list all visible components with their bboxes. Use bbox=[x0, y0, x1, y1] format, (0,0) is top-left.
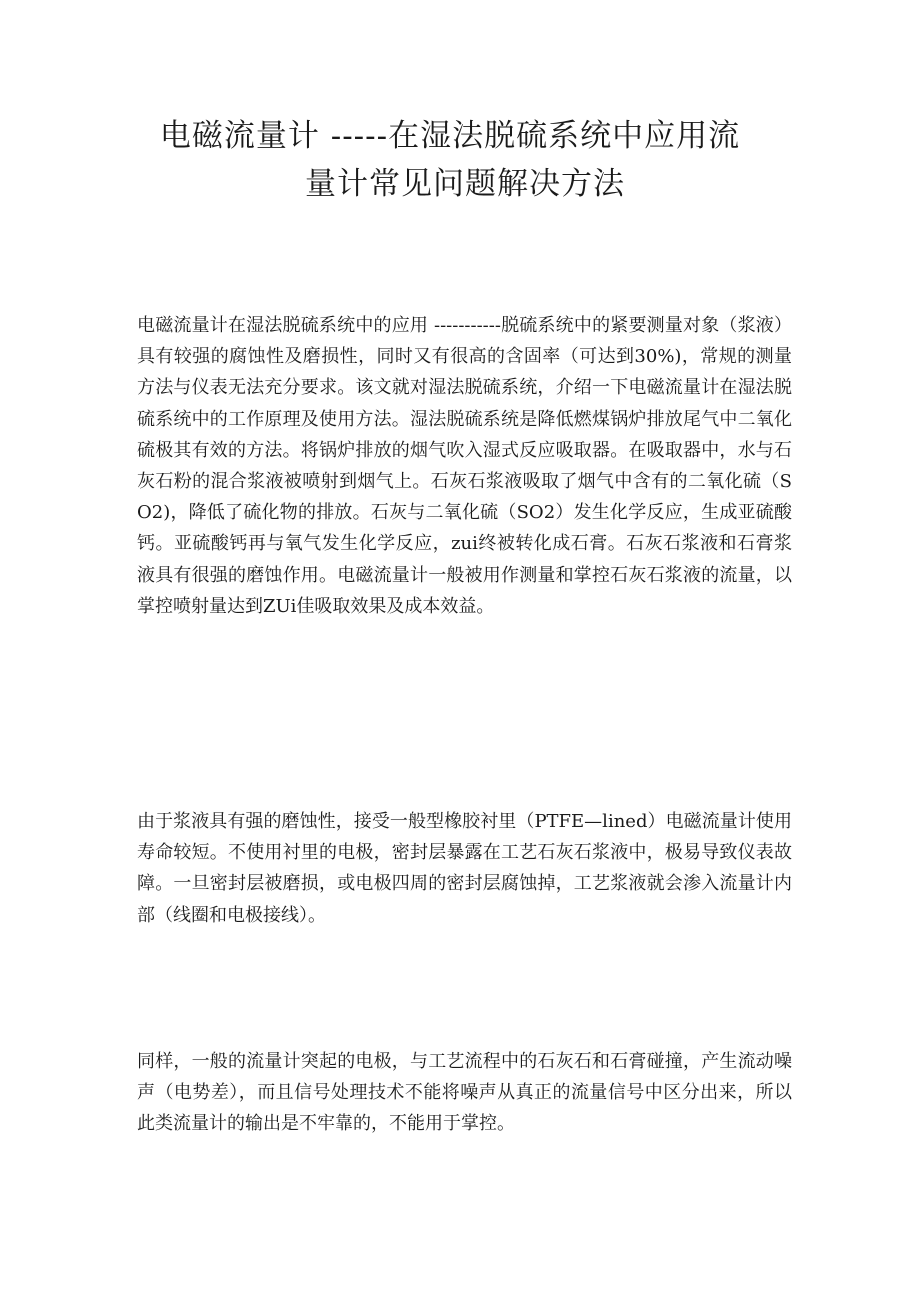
document-title bbox=[0, 112, 920, 208]
paragraph-intro: 电磁流量计在湿法脱硫系统中的应用 -----------脱硫系统中的紧要测量对象（浆液）具有较强的腐蚀性及磨损性，同时又有很高的含固率（可达到30%)，常规的测量方法与仪表无法充分要求。该文就对湿法脱硫系统，介绍一下电磁流量计在湿法脱硫系统中的工作原理及使用方法。湿法脱硫系统是降低燃煤锅炉排放尾气中二氧化硫极其有效的方法。将锅炉排放的烟气吹入湿式反应吸取器。在吸取器中，水与石灰石粉的混合浆液被喷射到烟气上。石灰石浆液吸取了烟气中含有的二氧化硫（SO2)，降低了硫化物的排放。石灰与二氧化硫（SO2）发生化学反应，生成亚硫酸钙。亚硫酸钙再与氧气发生化学反应，zui终被转化成石膏。石灰石浆液和石膏浆液具有很强的磨蚀作用。电磁流量计一般被用作测量和掌控石灰石浆液的流量，以掌控喷射量达到ZUi佳吸取效果及成本效益。 bbox=[137, 315, 792, 617]
title-line-1: 电磁流量计 -----在湿法脱硫系统中应用流 bbox=[159, 118, 741, 154]
title-line-2: 量计常见问题解决方法 bbox=[305, 166, 625, 202]
paragraph-lining-problem: 由于浆液具有强的磨蚀性，接受一般型橡胶衬里（PTFE—lined）电磁流量计使用寿命较短。不使用衬里的电极，密封层暴露在工艺石灰石浆液中，极易导致仪表故障。一旦密封层被磨损，或电极四周的密封层腐蚀掉，工艺浆液就会渗入流量计内部（线圈和电极接线）。 bbox=[137, 811, 792, 926]
paragraph-noise-problem: 同样，一般的流量计突起的电极，与工艺流程中的石灰石和石膏碰撞，产生流动噪声（电势差），而且信号处理技术不能将噪声从真正的流量信号中区分出来，所以此类流量计的输出是不牢靠的，不能用于掌控。 bbox=[137, 1051, 792, 1135]
